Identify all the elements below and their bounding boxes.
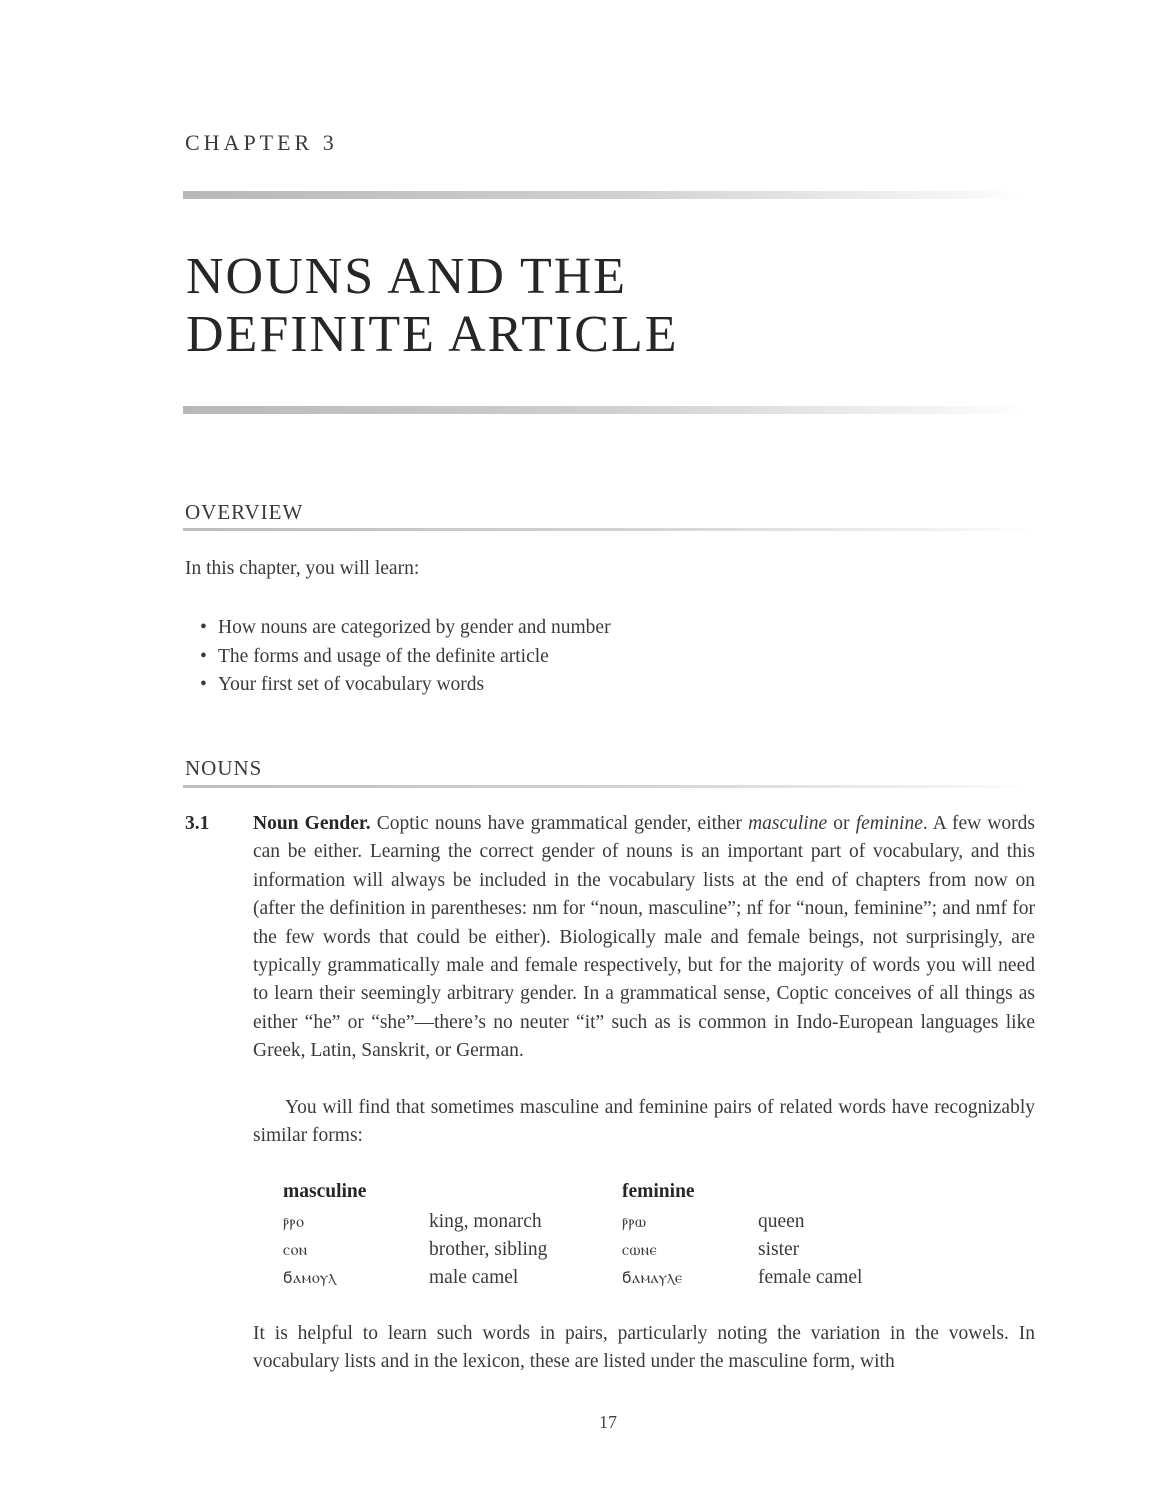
chapter-title-line-1: NOUNS AND THE: [186, 248, 628, 305]
table-header-row: [283, 1178, 862, 1208]
masculine-word: ⲣ̄ⲣⲟ: [283, 1212, 305, 1231]
masculine-word: ϭⲁⲙⲟⲩⲗ: [283, 1268, 337, 1287]
term-masculine: masculine: [748, 813, 828, 834]
overview-rule: [183, 528, 1033, 531]
overview-bullet-list: [200, 614, 611, 700]
bullet-item: • How nouns are categorized by gender and number: [200, 614, 611, 643]
paragraph-text: . A few words can be either. Learning the correct gender of nouns is an important part of vocabulary, and this information will always be included in the vocabulary lists at the end of chapters from now on (after the definition in parentheses: nm for “noun, masculine”; nf for “noun, feminine”; and nmf for the few words that could be either). Biologically male and female beings, not surprisingly, are typically grammatically male and female respectively, but for the majority of words you will need to learn their seemingly arbitrary gender. In a grammatical sense, Coptic conceives of all things as either “he” or “she”—there’s no neuter “it” such as is common in Indo-European languages like Greek, Latin, Sanskrit, or German.: [253, 813, 1036, 1062]
bullet-item: • The forms and usage of the definite article: [200, 643, 611, 672]
page-number: 17: [599, 1412, 617, 1432]
feminine-word: ϭⲁⲙⲁⲩⲗⲉ: [622, 1268, 683, 1287]
chapter-bottom-rule: [183, 406, 1028, 414]
header-masculine: masculine: [283, 1181, 367, 1202]
term-feminine: feminine: [855, 813, 923, 834]
feminine-gloss: sister: [758, 1239, 800, 1260]
bullet-item: • Your first set of vocabulary words: [200, 671, 611, 700]
nouns-heading: NOUNS: [185, 756, 263, 780]
header-feminine: feminine: [622, 1181, 695, 1202]
run-in-title: Noun Gender.: [253, 813, 371, 834]
masculine-word: ⲥⲟⲛ: [283, 1240, 308, 1259]
nouns-rule: [183, 785, 1033, 788]
masculine-gloss: king, monarch: [429, 1211, 542, 1232]
masculine-gloss: male camel: [429, 1267, 519, 1288]
table-row: [283, 1208, 862, 1236]
paragraph-similar-forms: You will find that sometimes masculine and feminine pairs of related words have recognizably similar forms:: [253, 1097, 1035, 1147]
feminine-word: ⲣ̄ⲣⲱ: [622, 1212, 647, 1231]
paragraph-text: or: [827, 813, 856, 834]
feminine-word: ⲥⲱⲛⲉ: [622, 1240, 658, 1259]
chapter-top-rule: [183, 191, 1028, 199]
overview-heading: OVERVIEW: [185, 500, 304, 524]
overview-intro: In this chapter, you will learn:: [185, 558, 420, 579]
masculine-gloss: brother, sibling: [429, 1239, 548, 1260]
feminine-gloss: queen: [758, 1211, 805, 1232]
section-number: 3.1: [185, 813, 210, 834]
paragraph-noun-gender: [253, 810, 1035, 1066]
gender-pairs-table: [283, 1178, 862, 1292]
table-row: [283, 1264, 862, 1292]
chapter-label: CHAPTER 3: [185, 130, 338, 155]
chapter-title-line-2: DEFINITE ARTICLE: [186, 306, 679, 363]
feminine-gloss: female camel: [758, 1267, 863, 1288]
table-row: [283, 1236, 862, 1264]
paragraph-text: Coptic nouns have grammatical gender, either: [370, 813, 749, 834]
chapter-title: [186, 248, 678, 364]
paragraph-pairs: It is helpful to learn such words in pairs, particularly noting the variation in the vowels. In vocabulary lists and in the lexicon, these are listed under the masculine form, with: [253, 1323, 1035, 1373]
